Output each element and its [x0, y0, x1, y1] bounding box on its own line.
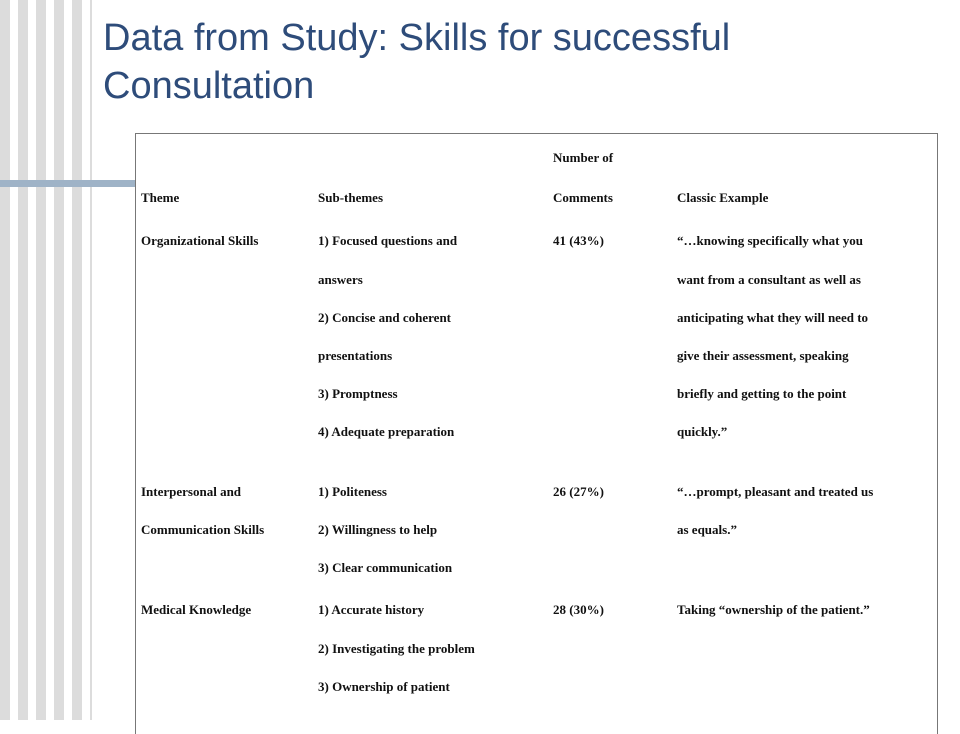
- row-1-subtheme-line-2: answers: [318, 272, 363, 287]
- slide-title-line-2: Consultation: [103, 65, 315, 107]
- row-1-subtheme-line-1: 1) Focused questions and: [318, 233, 458, 248]
- row-3-subtheme-line-2: 2) Investigating the problem: [318, 641, 475, 656]
- row-2-subtheme-line-2: 2) Willingness to help: [318, 522, 438, 537]
- header-subthemes: Sub-themes: [318, 190, 384, 205]
- row-2-subtheme-line-3: 3) Clear communication: [318, 560, 453, 575]
- row-3-subtheme-line-3: 3) Ownership of patient: [318, 679, 450, 694]
- row-1-example-line-6: quickly.”: [677, 424, 728, 439]
- row-1-example-line-4: give their assessment, speaking: [677, 348, 849, 363]
- row-2-example-line-1: “…prompt, pleasant and treated us: [677, 484, 874, 499]
- header-example: Classic Example: [677, 190, 769, 205]
- row-3-example-line-1: Taking “ownership of the patient.”: [677, 602, 870, 617]
- header-count-line-1: Number of: [553, 150, 614, 165]
- row-1-example-line-3: anticipating what they will need to: [677, 310, 869, 325]
- row-1-subtheme-line-6: 4) Adequate preparation: [318, 424, 455, 439]
- row-1-count: 41 (43%): [553, 233, 604, 248]
- slide-title-line-1: Data from Study: Skills for successful: [103, 17, 731, 59]
- row-3-count: 28 (30%): [553, 602, 604, 617]
- row-1-example-line-2: want from a consultant as well as: [677, 272, 861, 287]
- row-2-example-line-2: as equals.”: [677, 522, 737, 537]
- row-1-theme-line-1: Organizational Skills: [141, 233, 259, 248]
- row-1-subtheme-line-5: 3) Promptness: [318, 386, 398, 401]
- row-1-example-line-1: “…knowing specifically what you: [677, 233, 863, 248]
- row-2-theme-line-2: Communication Skills: [141, 522, 265, 537]
- decorative-stripes: [0, 0, 92, 720]
- row-1-subtheme-line-4: presentations: [318, 348, 393, 363]
- row-2-count: 26 (27%): [553, 484, 604, 499]
- row-3-subtheme-line-1: 1) Accurate history: [318, 602, 425, 617]
- row-2-subtheme-line-1: 1) Politeness: [318, 484, 387, 499]
- row-3-theme-line-1: Medical Knowledge: [141, 602, 252, 617]
- skills-table: [135, 133, 938, 734]
- header-count-line-2: Comments: [553, 190, 613, 205]
- row-1-subtheme-line-3: 2) Concise and coherent: [318, 310, 452, 325]
- row-2-theme-line-1: Interpersonal and: [141, 484, 242, 499]
- slide-title: [103, 14, 943, 110]
- row-1-example-line-5: briefly and getting to the point: [677, 386, 847, 401]
- header-theme: Theme: [141, 190, 180, 205]
